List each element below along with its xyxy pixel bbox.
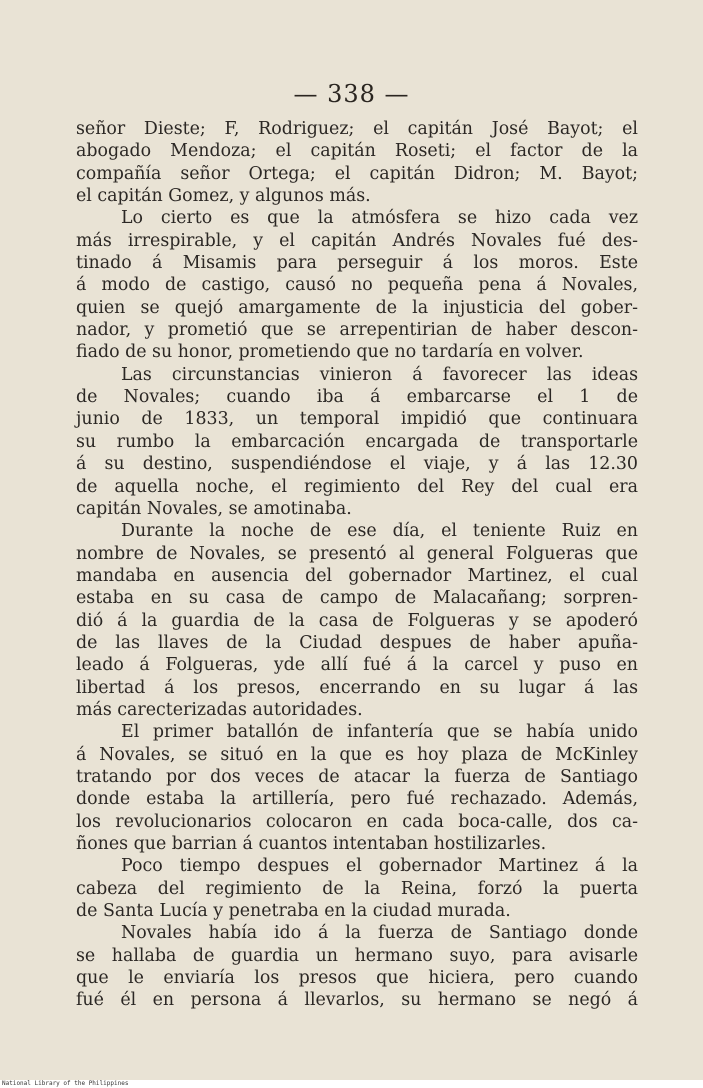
text-line: de Novales; cuando iba á embarcarse el 1 de <box>76 387 638 408</box>
text-line: los revolucionarios colocaron en cada boca-calle, dos ca- <box>76 811 638 832</box>
text-line: cabeza del regimiento de la Reina, forzó la puerta <box>76 878 638 899</box>
footer-credit: National Library of the Philippines <box>0 1080 703 1088</box>
text-line: dió á la guardia de la casa de Folgueras y se apoderó <box>76 610 638 631</box>
text-line: tratando por dos veces de atacar la fuerza de Santiago <box>76 766 638 787</box>
page-number: — 338 — <box>293 80 410 108</box>
text-line: capitán Novales, se amotinaba. <box>76 498 352 519</box>
text-line: Poco tiempo despues el gobernador Martinez á la <box>121 856 638 877</box>
text-line: Durante la noche de ese día, el teniente Ruiz en <box>121 521 638 542</box>
text-line: libertad á los presos, encerrando en su lugar á las <box>76 677 638 698</box>
text-line: fiado de su honor, prometiendo que no tardaría en volver. <box>76 342 584 363</box>
text-line: quien se quejó amargamente de la injusticia del gober- <box>76 297 638 318</box>
text-line: á modo de castigo, causó no pequeña pena á Novales, <box>76 275 638 296</box>
text-line: El primer batallón de infantería que se había unido <box>121 722 638 743</box>
body-text <box>76 118 638 1012</box>
text-line: más carecterizadas autoridades. <box>76 699 363 720</box>
text-line: el capitán Gomez, y algunos más. <box>76 186 371 207</box>
text-line: estaba en su casa de campo de Malacañang; sorpren- <box>76 588 638 609</box>
text-line: se hallaba de guardia un hermano suyo, para avisarle <box>76 945 638 966</box>
text-line: nombre de Novales, se presentó al general Folgueras que <box>76 543 638 564</box>
text-line: fué él en persona á llevarlos, su hermano se negó á <box>76 990 638 1011</box>
text-line: compañía señor Ortega; el capitán Didron; M. Bayot; <box>76 163 638 184</box>
text-line: abogado Mendoza; el capitán Roseti; el factor de la <box>76 141 638 162</box>
text-line: tinado á Misamis para perseguir á los moros. Este <box>76 253 638 274</box>
text-line: ñones que barrian á cuantos intentaban hostilizarles. <box>76 834 547 854</box>
text-line: de aquella noche, el regimiento del Rey del cual era <box>76 476 638 497</box>
text-line: leado á Folgueras, yde allí fué á la carcel y puso en <box>76 655 638 676</box>
text-line: junio de 1833, un temporal impidió que continuara <box>76 409 638 430</box>
text-line: á Novales, se situó en la que es hoy plaza de McKinley <box>76 744 638 765</box>
text-line: mandaba en ausencia del gobernador Martinez, el cual <box>76 565 638 586</box>
text-line: Las circunstancias vinieron á favorecer las ideas <box>121 364 638 385</box>
text-line: más irrespirable, y el capitán Andrés Novales fué des- <box>76 230 638 251</box>
text-line: nador, y prometió que se arrepentirian de haber descon- <box>76 320 638 341</box>
text-line: á su destino, suspendiéndose el viaje, y á las 12.30 <box>76 454 638 475</box>
text-line: de Santa Lucía y penetraba en la ciudad murada. <box>76 901 511 922</box>
text-line: que le enviaría los presos que hiciera, pero cuando <box>76 968 638 989</box>
text-line: donde estaba la artillería, pero fué rechazado. Además, <box>76 789 638 810</box>
text-line: su rumbo la embarcación encargada de transportarle <box>76 431 638 452</box>
text-line: Novales había ido á la fuerza de Santiago donde <box>121 923 638 944</box>
text-line: señor Dieste; F, Rodriguez; el capitán José Bayot; el <box>76 119 638 139</box>
text-line: Lo cierto es que la atmósfera se hizo cada vez <box>121 208 638 229</box>
text-line: de las llaves de la Ciudad despues de haber apuña- <box>76 632 638 653</box>
